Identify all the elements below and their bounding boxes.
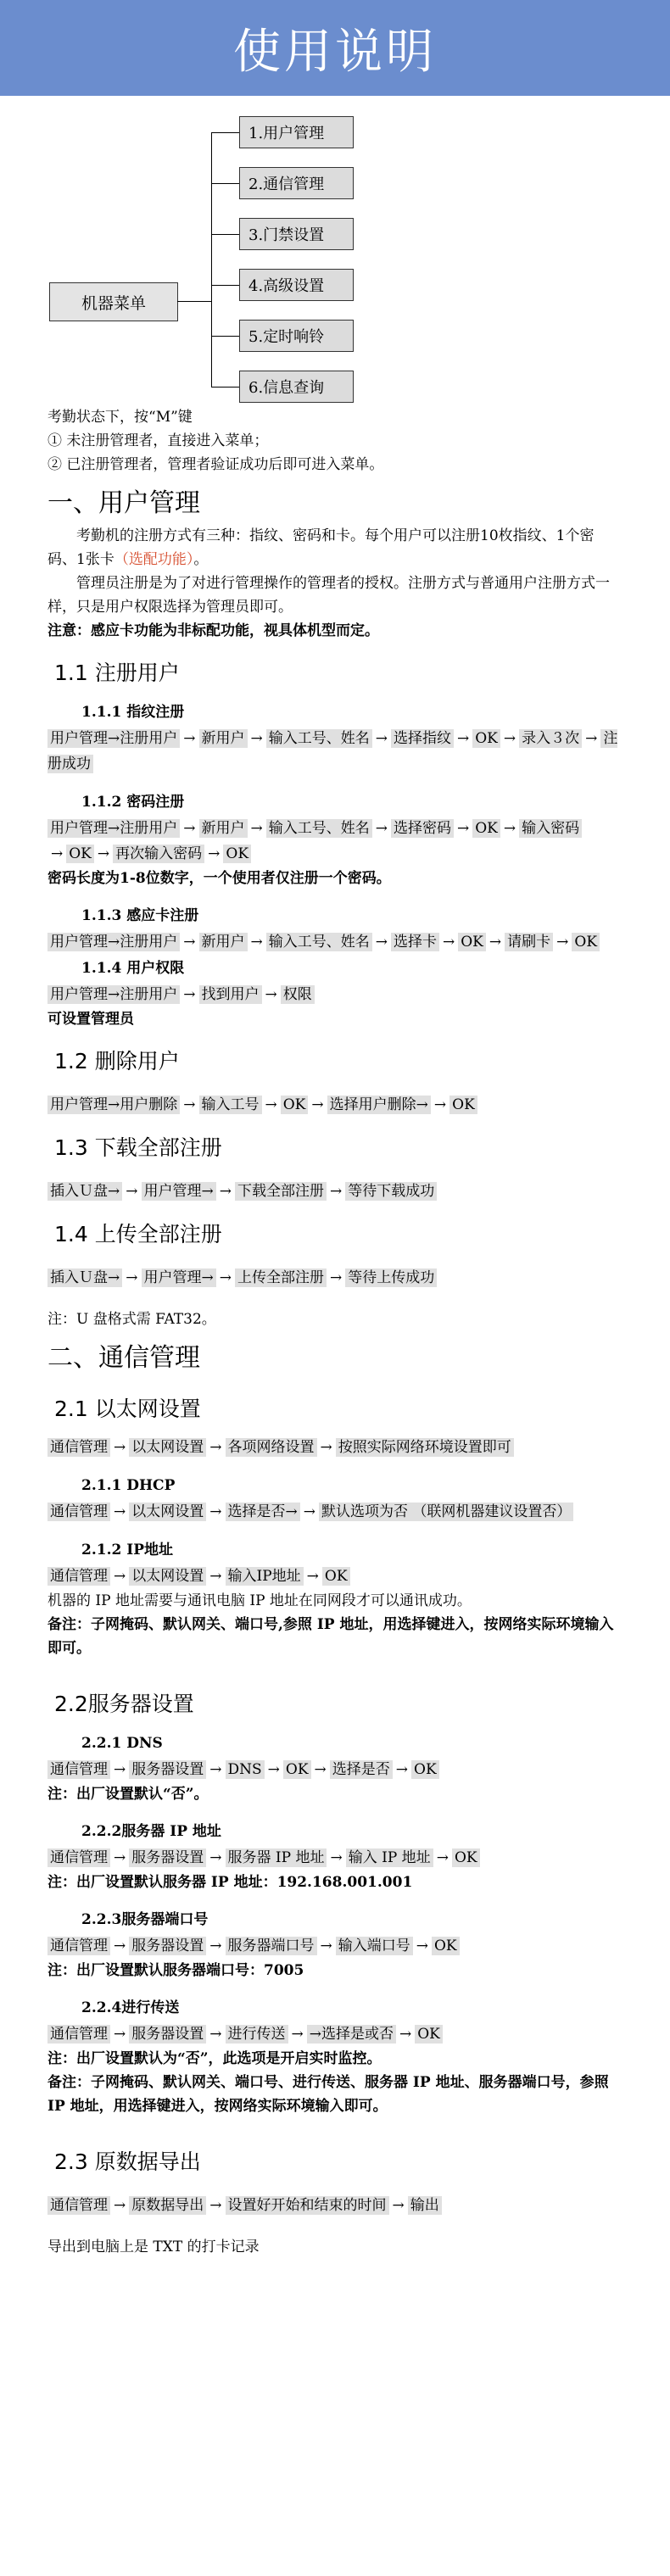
flow-arrow: → [209,1439,222,1456]
flow-arrow: → [399,2026,412,2043]
flow-step: 通信管理 [47,1760,110,1779]
section-heading: 一、用户管理 [47,488,200,518]
page-banner [0,0,670,96]
menu-tree-diagram [0,96,670,397]
flow-arrow: → [330,1849,343,1866]
flow-steps [47,1179,623,1204]
menu-item-advanced: 4.高级设置 [239,269,354,301]
flow-step: OK [322,1567,350,1586]
flow-step: 输入工号、姓名 [266,819,372,838]
flow-arrow: → [114,2197,126,2214]
flow-arrow: → [457,820,470,837]
flow-step: 各项网络设置 [226,1438,317,1457]
note: 注：出厂设置默认服务器端口号：7005 [47,1962,304,1979]
flow-step: →选择是或否 [307,2025,396,2044]
flow-step: OK [66,845,94,863]
flow-arrow: → [303,1503,315,1520]
item-heading: 2.2.1 DNS [81,1735,163,1752]
flow-step: OK [432,1937,460,1955]
flow-step: 以太网设置 [129,1567,206,1586]
flow-arrow: → [416,1938,428,1954]
flow-step: 通信管理 [47,2196,110,2215]
item-heading: 1.1.1 指纹注册 [81,704,185,721]
flow-step: 进行传送 [226,2025,288,2044]
intro-line: 考勤状态下，按“M”键 [47,409,193,426]
flow-arrow: → [314,1761,327,1778]
flow-step: 新用户 [199,819,248,838]
subsection-heading: 1.4 上传全部注册 [54,1222,222,1246]
subsection-heading: 1.1 注册用户 [54,661,180,685]
flow-arrow: → [126,1269,138,1286]
flow-step: 通信管理 [47,2025,110,2044]
flow-step: 用户管理→用户删除 [47,1096,180,1114]
flow-step: 等待上传成功 [345,1268,437,1287]
flow-step: OK [472,819,500,838]
flow-arrow: → [114,1761,126,1778]
flow-step: 通信管理 [47,1438,110,1457]
flow-step: 用户管理→ [142,1182,216,1201]
document-body [0,388,670,2259]
paragraph: 管理员注册是为了对进行管理操作的管理者的授权。注册方式与普通用户注册方式一样，只是用户权限选择为管理员即可。 [47,575,610,616]
subsection-heading: 1.3 下载全部注册 [54,1135,222,1160]
subsection-heading: 2.2服务器设置 [54,1692,194,1716]
flow-step: 再次输入密码 [113,845,204,863]
flow-arrow: → [433,1096,447,1113]
flow-step: 输入工号、姓名 [266,933,372,951]
flow-steps [47,1845,623,1871]
flow-steps [47,2193,623,2218]
flow-step: 通信管理 [47,1503,110,1521]
note: 密码长度为1-8位数字，一个使用者仅注册一个密码。 [47,870,391,887]
flow-step: OK [452,1848,480,1867]
flow-step: 选择是否 [330,1760,393,1779]
flow-arrow: → [320,1938,332,1954]
flow-step: 按照实际网络环境设置即可 [336,1438,514,1457]
flow-arrow: → [208,845,221,862]
flow-arrow: → [183,820,196,837]
flow-step: 输入密码 [519,819,582,838]
flow-step: 插入Ｕ盘→ [47,1182,122,1201]
flow-step: OK [415,2025,443,2044]
flow-arrow: → [392,2197,405,2214]
flow-step: OK [472,729,500,748]
flow-step: 通信管理 [47,1848,110,1867]
flow-arrow: → [209,1761,222,1778]
flow-step: 服务器设置 [129,1937,206,1955]
flow-arrow: → [556,934,569,951]
tree-trunk [211,132,212,387]
flow-arrow: → [375,820,388,837]
subsection-heading: 2.3 原数据导出 [54,2149,201,2174]
item-heading: 1.1.4 用户权限 [81,960,185,977]
flow-arrow: → [457,730,470,747]
tree-branch [211,387,239,388]
intro-line: ② 已注册管理者，管理者验证成功后即可进入菜单。 [47,456,384,473]
tree-connector [177,301,211,302]
flow-step: 服务器 IP 地址 [226,1848,327,1867]
flow-arrow: → [311,1096,324,1113]
tree-branch [211,285,239,286]
flow-step: 新用户 [199,729,248,748]
flow-step: 找到用户 [199,985,262,1004]
note: 注意：感应卡功能为非标配功能，视具体机型而定。 [47,622,379,639]
flow-arrow: → [209,1849,222,1866]
flow-step: 新用户 [199,933,248,951]
flow-arrow: → [219,1183,232,1200]
flow-arrow: → [209,2197,222,2214]
flow-arrow: → [267,1761,280,1778]
menu-item-info-query: 6.信息查询 [239,371,354,403]
flow-step: OK [449,1096,477,1114]
flow-arrow: → [183,1096,196,1113]
subsection-heading: 1.2 删除用户 [54,1049,180,1073]
flow-step: 输出 [408,2196,442,2215]
flow-arrow: → [265,1096,277,1113]
flow-arrow: → [209,2026,222,2043]
flow-step: 用户管理→注册用户 [47,985,180,1004]
item-heading: 2.2.4进行传送 [81,1999,180,2016]
flow-arrow: → [395,1761,409,1778]
flow-step: 选择卡 [391,933,439,951]
note: 导出到电脑上是 TXT 的打卡记录 [47,2239,260,2255]
flow-arrow: → [219,1269,232,1286]
flow-arrow: → [375,730,388,747]
flow-steps [47,1499,623,1525]
item-heading: 2.1.2 IP地址 [81,1542,173,1558]
flow-step: OK [223,845,251,863]
flow-arrow: → [265,986,277,1003]
flow-step: 上传全部注册 [235,1268,327,1287]
tree-branch [211,336,239,337]
flow-step: 选择是否→ [226,1503,300,1521]
item-heading: 2.2.2服务器 IP 地址 [81,1823,221,1840]
tree-branch [211,234,239,235]
flow-step: 原数据导出 [129,2196,206,2215]
flow-step: 注册成功 [47,730,618,772]
flow-step: 通信管理 [47,1937,110,1955]
flow-arrow: → [250,934,263,951]
flow-steps [47,1435,623,1460]
flow-arrow: → [114,1568,126,1585]
flow-arrow: → [291,2026,304,2043]
flow-arrow: → [250,820,263,837]
flow-step: 选择指纹 [391,729,454,748]
paragraph: 考勤机的注册方式有三种：指纹、密码和卡。每个用户可以注册10枚指纹、1个密码、1张卡（选配功能）。 [47,527,595,568]
flow-arrow: → [503,730,516,747]
flow-step: 下载全部注册 [235,1182,327,1201]
intro-line: ① 未注册管理者，直接进入菜单； [47,432,269,449]
flow-arrow: → [503,820,516,837]
flow-steps [47,1933,623,1959]
flow-step: 服务器设置 [129,1760,206,1779]
section-heading: 二、通信管理 [47,1343,200,1373]
flow-step: 录入３次 [519,729,582,748]
flow-step: 输入IP地址 [226,1567,304,1586]
flow-step: OK [572,933,600,951]
flow-step: 服务器设置 [129,2025,206,2044]
note: 注：U 盘格式需 FAT32。 [47,1311,216,1328]
flow-step: DNS [226,1760,265,1779]
flow-step: 权限 [281,985,315,1004]
item-heading: 2.2.3服务器端口号 [81,1911,209,1928]
flow-arrow: → [330,1183,343,1200]
flow-step: 用户管理→ [142,1268,216,1287]
flow-step: 选择密码 [391,819,454,838]
flow-arrow: → [183,934,196,951]
flow-arrow: → [209,1568,222,1585]
flow-steps [47,1564,623,1589]
menu-item-user-management: 1.用户管理 [239,116,354,148]
flow-step: 服务器设置 [129,1848,206,1867]
flow-step: 输入工号 [199,1096,262,1114]
flow-steps [47,726,623,777]
flow-arrow: → [443,934,455,951]
paragraph: 机器的 IP 地址需要与通讯电脑 IP 地址在同网段才可以通讯成功。 [47,1592,472,1609]
flow-arrow: → [126,1183,138,1200]
flow-step: 以太网设置 [129,1438,206,1457]
flow-step: 请刷卡 [505,933,553,951]
flow-arrow: → [306,1568,319,1585]
tree-branch [211,132,239,133]
flow-arrow: → [183,986,196,1003]
menu-item-access-control: 3.门禁设置 [239,218,354,250]
flow-step: 等待下载成功 [345,1182,437,1201]
flow-steps [47,1265,623,1291]
flow-arrow: → [209,1938,222,1954]
flow-step: OK [458,933,486,951]
flow-steps [47,929,623,955]
flow-arrow: → [114,2026,126,2043]
note: 备注：子网掩码、默认网关、端口号,参照 IP 地址，用选择键进入，按网络实际环境输入即可。 [47,1616,614,1657]
note: 可设置管理员 [47,1011,134,1028]
menu-root-box: 机器菜单 [49,282,178,321]
flow-arrow: → [320,1439,332,1456]
flow-step: 选择用户删除→ [327,1096,431,1114]
flow-arrow: → [209,1503,222,1520]
flow-arrow: → [250,730,263,747]
flow-step: 用户管理→注册用户 [47,819,180,838]
flow-arrow: → [114,1503,126,1520]
flow-arrow: → [114,1439,126,1456]
flow-arrow: → [51,845,64,862]
flow-steps [47,1092,623,1118]
flow-step: 设置好开始和结束的时间 [226,2196,389,2215]
flow-arrow: → [114,1849,126,1866]
flow-steps [47,816,623,867]
flow-step: 用户管理→注册用户 [47,729,180,748]
flow-step: 输入工号、姓名 [266,729,372,748]
page-title: 使用说明 [233,24,437,80]
flow-step: 通信管理 [47,1567,110,1586]
note: 注：出厂设置默认“否”。 [47,1786,209,1803]
menu-item-communication: 2.通信管理 [239,167,354,199]
flow-step: 用户管理→注册用户 [47,933,180,951]
flow-arrow: → [330,1269,343,1286]
item-heading: 2.1.1 DHCP [81,1477,176,1494]
flow-arrow: → [114,1938,126,1954]
flow-arrow: → [489,934,502,951]
item-heading: 1.1.2 密码注册 [81,794,185,811]
flow-step: 默认选项为否 （联网机器建议设置否） [319,1503,573,1521]
flow-arrow: → [436,1849,449,1866]
note: 注：出厂设置默认服务器 IP 地址：192.168.001.001 [47,1874,413,1891]
flow-step: 输入 IP 地址 [346,1848,433,1867]
flow-steps [47,2021,623,2047]
flow-arrow: → [585,730,598,747]
menu-item-bell: 5.定时响铃 [239,320,354,352]
flow-step: OK [281,1096,309,1114]
flow-steps [47,1757,623,1782]
item-heading: 1.1.3 感应卡注册 [81,907,199,924]
flow-step: 服务器端口号 [226,1937,317,1955]
tree-branch [211,183,239,184]
flow-step: OK [411,1760,439,1779]
note: 备注：子网掩码、默认网关、端口号、进行传送、服务器 IP 地址、服务器端口号，参照 IP 地址，用选择键进入，按网络实际环境输入即可。 [47,2074,609,2115]
flow-arrow: → [183,730,196,747]
flow-step: OK [283,1760,311,1779]
flow-steps [47,982,623,1007]
flow-arrow: → [97,845,110,862]
note: 注：出厂设置默认为“否”，此选项是开启实时监控。 [47,2050,382,2067]
flow-arrow: → [375,934,388,951]
flow-step: 输入端口号 [336,1937,413,1955]
subsection-heading: 2.1 以太网设置 [54,1397,201,1421]
flow-step: 插入Ｕ盘→ [47,1268,122,1287]
flow-step: 以太网设置 [129,1503,206,1521]
